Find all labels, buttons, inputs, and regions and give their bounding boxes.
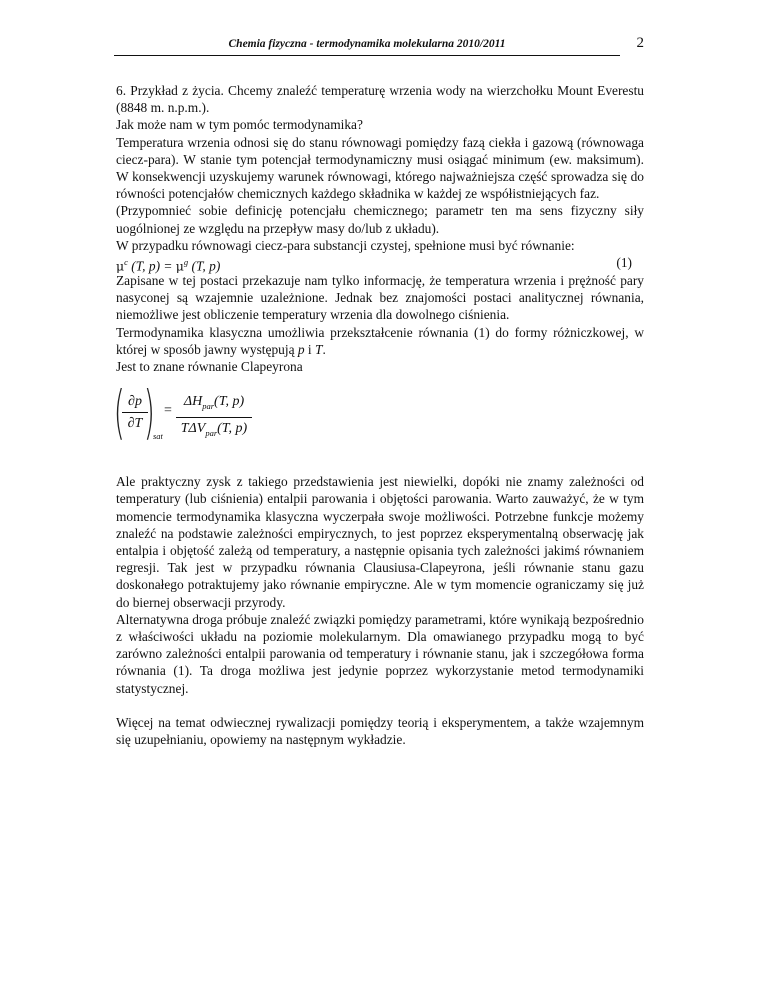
page-body — [113, 82, 644, 748]
clapeyron-equation — [113, 378, 644, 465]
page-header — [114, 36, 644, 58]
paragraph-differential-form: Termodynamika klasyczna umożliwia przekształcenie równania (1) do formy różniczkowej, w której w sposób jawny występują p i T. — [116, 324, 644, 357]
paragraph-clapeyron-intro: Jest to znane równanie Clapeyrona — [116, 359, 303, 375]
clapeyron-fraction: $\Delta H_{par}(T$, p) $T\Delta V_{par}(T$, p) — [176, 393, 252, 442]
paragraph-question: Jak może nam w tym pomóc termodynamika? — [116, 117, 363, 133]
page-number: 2 — [636, 35, 644, 51]
equation-number: (1) — [616, 255, 632, 271]
equation-1: $\mu^c$ (T, $p) = \mu^g$ (T, p) (1) — [116, 255, 632, 274]
left-parenthesis: ( — [113, 378, 125, 447]
paragraph-next-lecture: Więcej na temat odwiecznej rywalizacji pomiędzy teorią i eksperymentem, a także wzajemnym się uzupełnianiu, opowiemy na następnym wykładzie. — [116, 714, 644, 748]
right-parenthesis: ) — [143, 378, 155, 447]
header-rule — [114, 55, 620, 56]
paragraph-boiling-temperature: Temperatura wrzenia odnosi się do stanu równowagi pomiędzy fazą ciekła i gazową (równowaga ciecz-para). W stanie tym potencjał termodynamiczny musi osiągać minimum (ew. maksimum). W konsekwencji uzyskujemy warunek równowagi, którego najważniejsza część sprowadza się do równości potencjałów chemicznych każdego składnika w każdej ze współistniejących faz. — [116, 134, 644, 202]
paragraph-example: 6. Przykład z życia. Chcemy znaleźć temperaturę wrzenia wody na wierzchołku Mount Everestu (8848 m. n.p.m.). — [116, 83, 644, 116]
paragraph-alternative-route: Alternatywna droga próbuje znaleźć związki pomiędzy parametrami, które wynikają bezpośrednio z właściwości układu na poziomie molekularnym. Dla omawianego przypadku mogą to być zarówno zależności entalpii parowania od temperatury i równanie stanu, jak i szczegółowa forma równania (1). Ta droga możliwa jest jedynie poprzez wykorzystanie metod termodynamiki statystycznej. — [116, 611, 644, 696]
paragraph-interpretation: Zapisane w tej postaci przekazuje nam tylko informację, że temperatura wrzenia i prężność pary nasyconej są wzajemnie uzależnione. Jednak bez znajomości postaci analitycznej równania, niemożliwe jest obliczenie temperatury wrzenia dla dowolnego ciśnienia. — [116, 273, 644, 323]
derivative-fraction: $\frac{\partial p}{\partial T}$ — [122, 393, 148, 432]
equals-sign: = — [164, 403, 172, 419]
sat-subscript: sat — [153, 431, 163, 442]
paragraph-equation-intro: W przypadku równowagi ciecz-para substancji czystej, spełnione musi być równanie: — [116, 237, 575, 253]
paragraph-practical-gain: Ale praktyczny zysk z takiego przedstawienia jest niewielki, dopóki nie znamy zależności od temperatury (lub ciśnienia) entalpii parowania i objętości parowania. Warto zauważyć, że w tym momencie termodynamika klasyczna wyczerpała swoje możliwości. Potrzebne funkcje możemy znaleźć na podstawie zależności empirycznych, to jest poprzez eksperymentalną obserwację jak entalpia i objętość zależą od temperatury, a następnie opisania tych zależności jakimś równaniem regresji. Tak jest w przypadku równania Clausiusa-Clapeyrona, jeśli równanie stanu gazu doskonałego potraktujemy jako równanie empiryczne. Ale w tym momencie ograniczamy się już do biernej obserwacji przyrody. — [116, 474, 644, 610]
header-title: Chemia fizyczna - termodynamika molekularna 2010/2011 — [228, 38, 506, 50]
paragraph-chemical-potential-note: (Przypomnieć sobie definicję potencjału chemicznego; parametr ten ma sens fizyczny siły uogólnionej ze względu na przepływ masy do/lub z układu). — [116, 203, 644, 236]
